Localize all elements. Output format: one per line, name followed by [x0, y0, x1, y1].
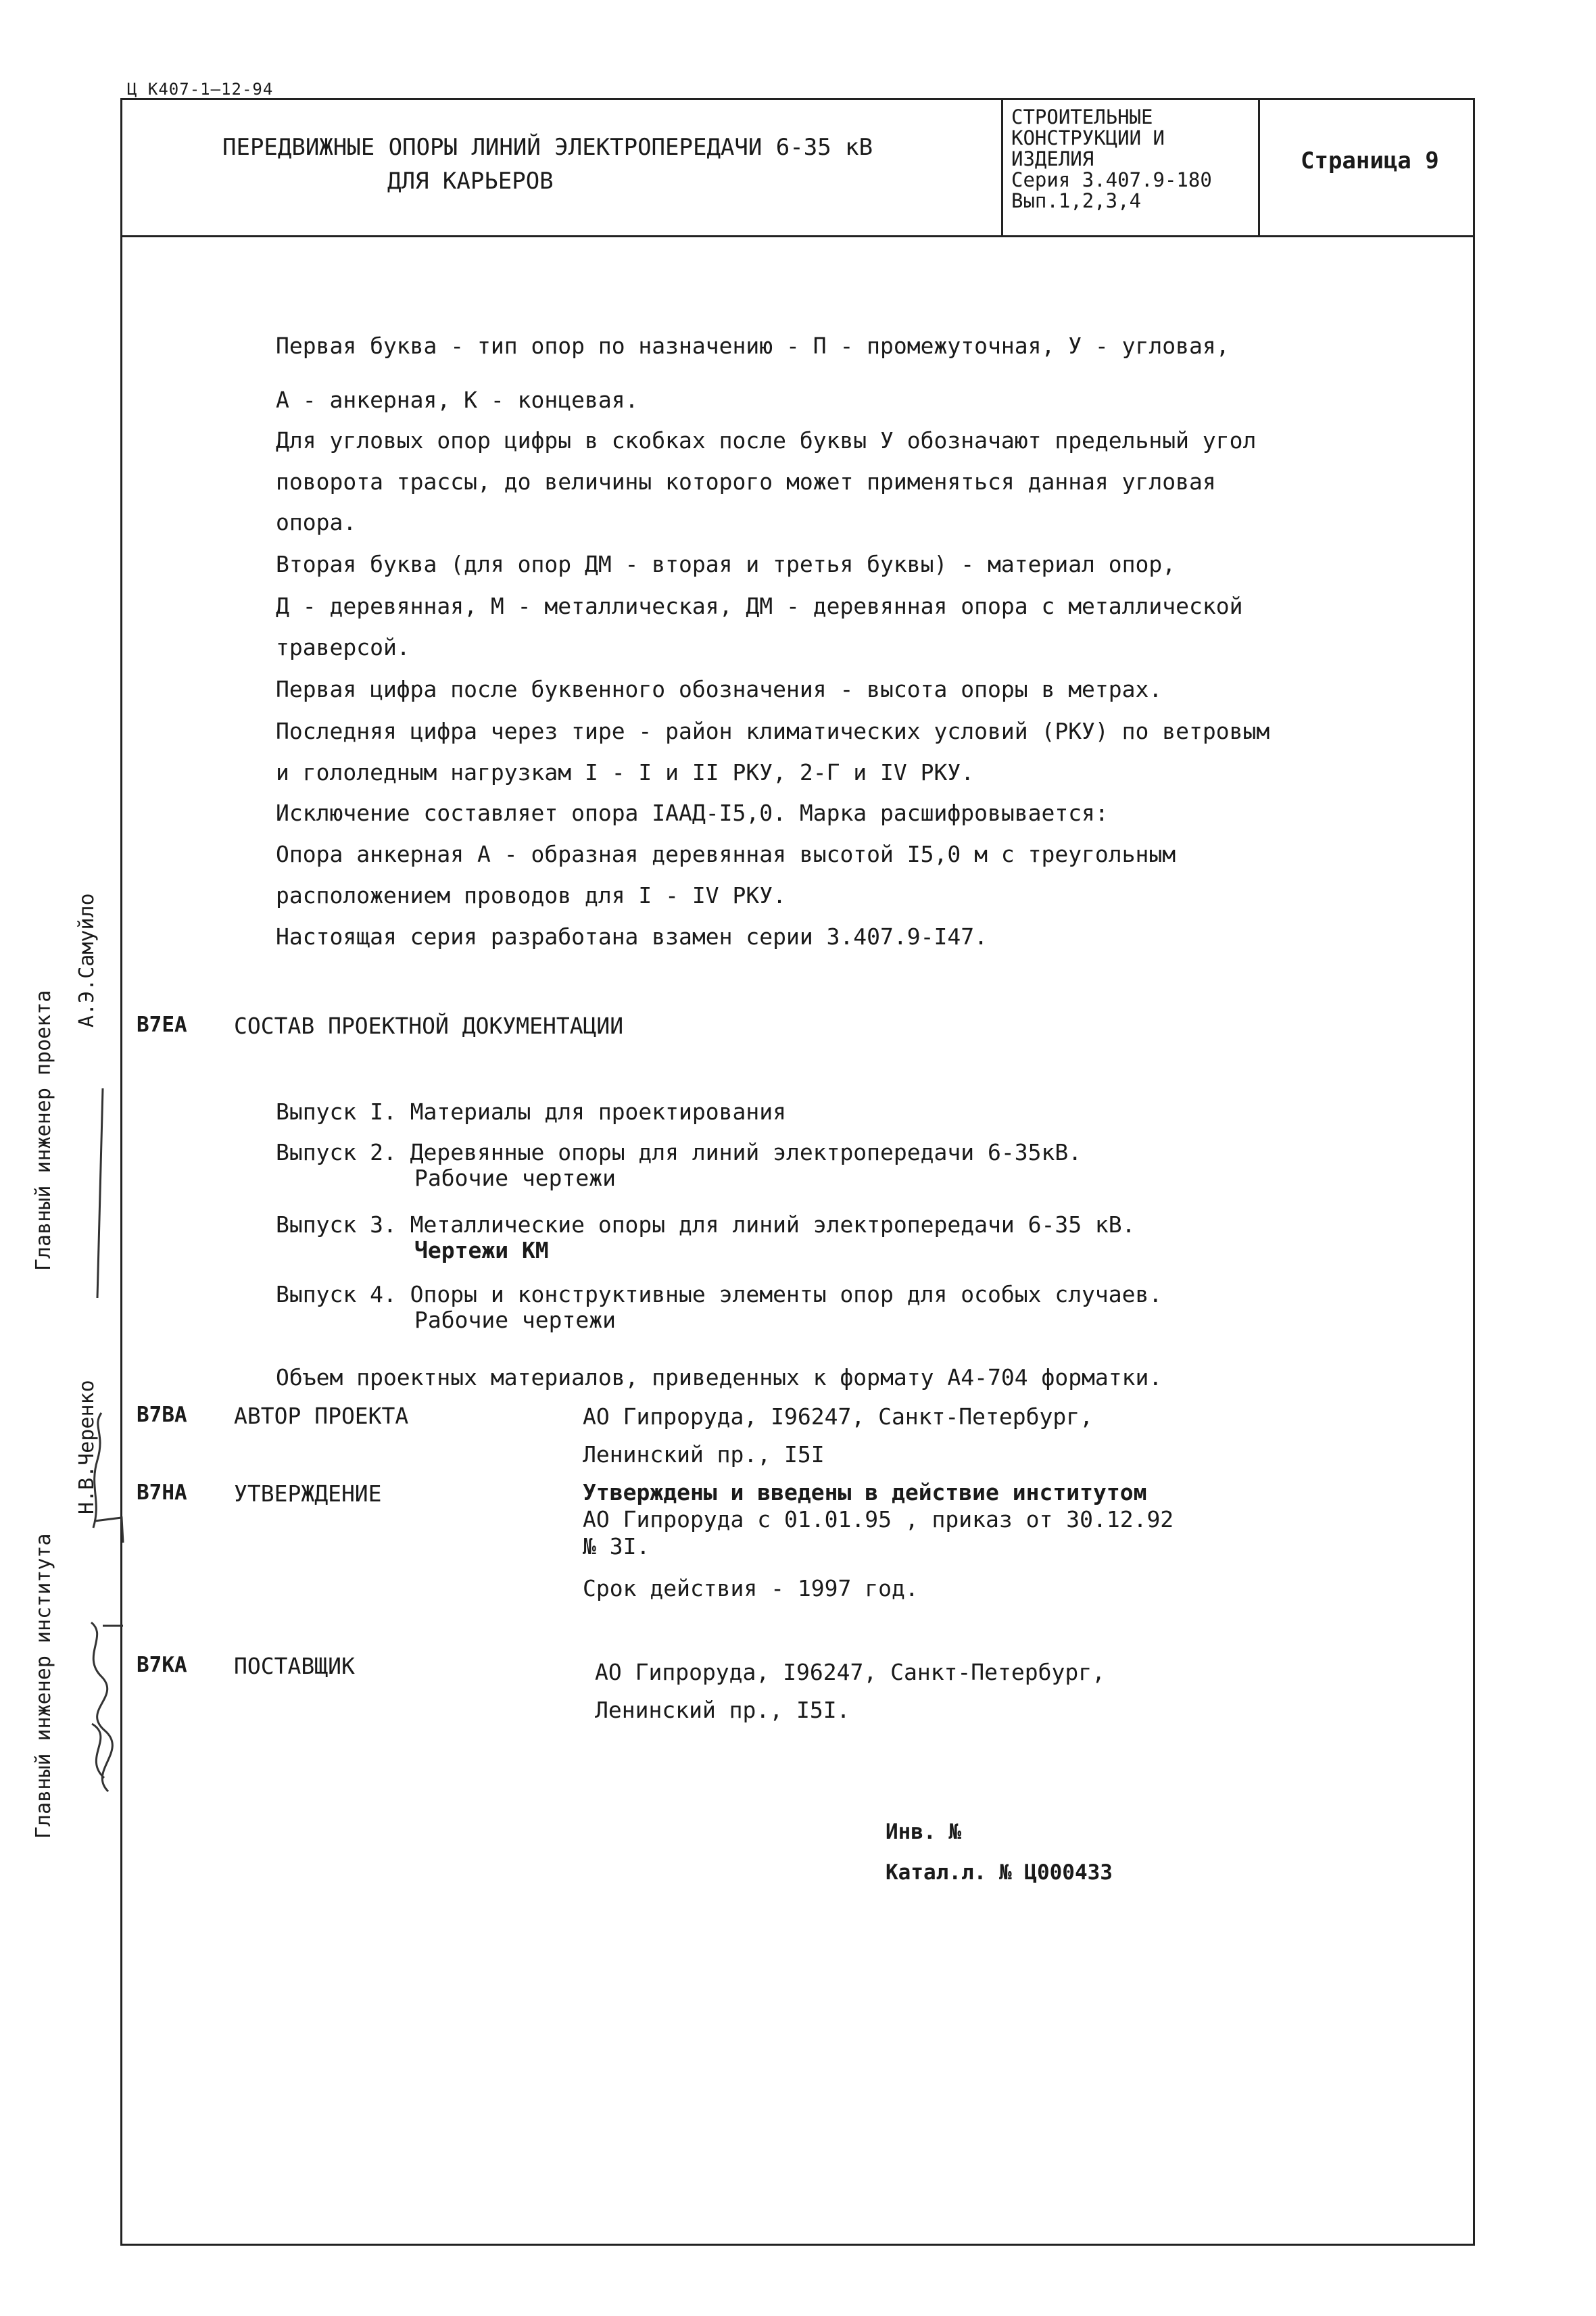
supplier-code: В7КА [137, 1653, 187, 1677]
chief-engineer-institute-label: Главный инженер института [32, 1533, 55, 1839]
approval-line: № 3I. [583, 1533, 650, 1560]
title-cell [122, 100, 1001, 235]
series-line: СТРОИТЕЛЬНЫЕ [1011, 105, 1153, 128]
volume-note: Объем проектных материалов, приведенных к формату А4-704 форматки. [276, 1364, 1163, 1391]
intro-line: А - анкерная, К - концевая. [276, 387, 639, 413]
mid-signatory-name: Н.В.Черенко [75, 1380, 99, 1514]
volume-subtitle: Рабочие чертежи [414, 1165, 616, 1191]
chief-engineer-project-label: Главный инженер проекта [32, 990, 55, 1271]
volume-subtitle: Рабочие чертежи [414, 1307, 616, 1333]
volume-item [276, 1282, 1162, 1333]
intro-line: Настоящая серия разработана взамен серии 3.407.9-I47. [276, 923, 988, 950]
page-number-cell [1260, 100, 1477, 235]
supplier-line: АО Гипроруда, I96247, Санкт-Петербург, [595, 1659, 1105, 1685]
section-code: В7ЕА [137, 1013, 187, 1037]
supplier-label: ПОСТАВЩИК [234, 1653, 355, 1679]
volume-title: Выпуск 3. Металлические опоры для линий электропередачи 6-35 кВ. [276, 1211, 1136, 1238]
intro-line: Первая цифра после буквенного обозначения - высота опоры в метрах. [276, 676, 1163, 702]
volume-title: Выпуск 2. Деревянные опоры для линий электропередачи 6-35кВ. [276, 1139, 1082, 1165]
title-line-2: ДЛЯ КАРЬЕРОВ [387, 168, 554, 195]
supplier-line: Ленинский пр., I5I. [595, 1697, 850, 1723]
title-block [122, 100, 1473, 237]
intro-line: Последняя цифра через тире - район климатических условий (РКУ) по ветровым [276, 718, 1270, 744]
intro-line: Опора анкерная А - образная деревянная высотой I5,0 м с треугольным [276, 841, 1176, 867]
approval-value [583, 1479, 1174, 1602]
intro-line: опора. [276, 509, 357, 535]
chief-engineer-project-name: А.Э.Самуйло [75, 893, 99, 1028]
approval-line: Срок действия - 1997 год. [583, 1575, 919, 1601]
author-code: В7ВА [137, 1403, 187, 1427]
intro-line: Д - деревянная, М - металлическая, ДМ - деревянная опора с металлической [276, 593, 1243, 619]
signature-strokes [27, 1014, 128, 1859]
approval-line: Утверждены и введены в действие институтом [583, 1479, 1147, 1505]
author-value [583, 1398, 1093, 1474]
intro-line: Вторая буква (для опор ДМ - вторая и третья буквы) - материал опор, [276, 551, 1176, 577]
approval-line: АО Гипроруда с 01.01.95 , приказ от 30.12.92 [583, 1506, 1174, 1533]
intro-line: Исключение составляет опора IААД-I5,0. Марка расшифровывается: [276, 800, 1109, 826]
volume-item [276, 1099, 786, 1125]
intro-line: Для угловых опор цифры в скобках после буквы У обозначают предельный угол [276, 427, 1257, 454]
volume-title: Выпуск I. Материалы для проектирования [276, 1099, 786, 1125]
page-number: Страница 9 [1301, 147, 1439, 174]
volume-item [276, 1140, 1082, 1191]
author-line: Ленинский пр., I5I [583, 1441, 825, 1468]
document-code: Ц К407-1—12-94 [127, 80, 274, 99]
volume-item [276, 1212, 1136, 1263]
approval-code: В7НА [137, 1480, 187, 1505]
series-line: ИЗДЕЛИЯ [1011, 147, 1094, 170]
intro-line: траверсой. [276, 634, 410, 660]
section-title: СОСТАВ ПРОЕКТНОЙ ДОКУМЕНТАЦИИ [234, 1013, 624, 1039]
volume-title: Выпуск 4. Опоры и конструктивные элементы опор для особых случаев. [276, 1281, 1163, 1307]
approval-label: УТВЕРЖДЕНИЕ [234, 1480, 382, 1507]
title-line-1: ПЕРЕДВИЖНЫЕ ОПОРЫ ЛИНИЙ ЭЛЕКТРОПЕРЕДАЧИ 6-35 кВ [222, 134, 873, 161]
intro-line: Первая буква - тип опор по назначению - П - промежуточная, У - угловая, [276, 333, 1230, 359]
series-line: Серия 3.407.9-180 [1011, 168, 1212, 191]
author-label: АВТОР ПРОЕКТА [234, 1403, 409, 1429]
series-cell [1001, 100, 1260, 235]
series-line: Вып.1,2,3,4 [1011, 189, 1142, 212]
intro-line: поворота трассы, до величины которого может применяться данная угловая [276, 468, 1216, 495]
author-line: АО Гипроруда, I96247, Санкт-Петербург, [583, 1403, 1093, 1430]
catalog-sheet-number: Катал.л. № Ц000433 [886, 1860, 1113, 1885]
intro-line: и гололедным нагрузкам I - I и II РКУ, 2-Г и IV РКУ. [276, 759, 975, 786]
series-line: КОНСТРУКЦИИ И [1011, 126, 1165, 149]
intro-line: расположением проводов для I - IV РКУ. [276, 882, 786, 909]
volume-subtitle: Чертежи КМ [414, 1237, 549, 1263]
supplier-value [595, 1654, 1105, 1729]
inventory-number: Инв. № [886, 1820, 961, 1844]
